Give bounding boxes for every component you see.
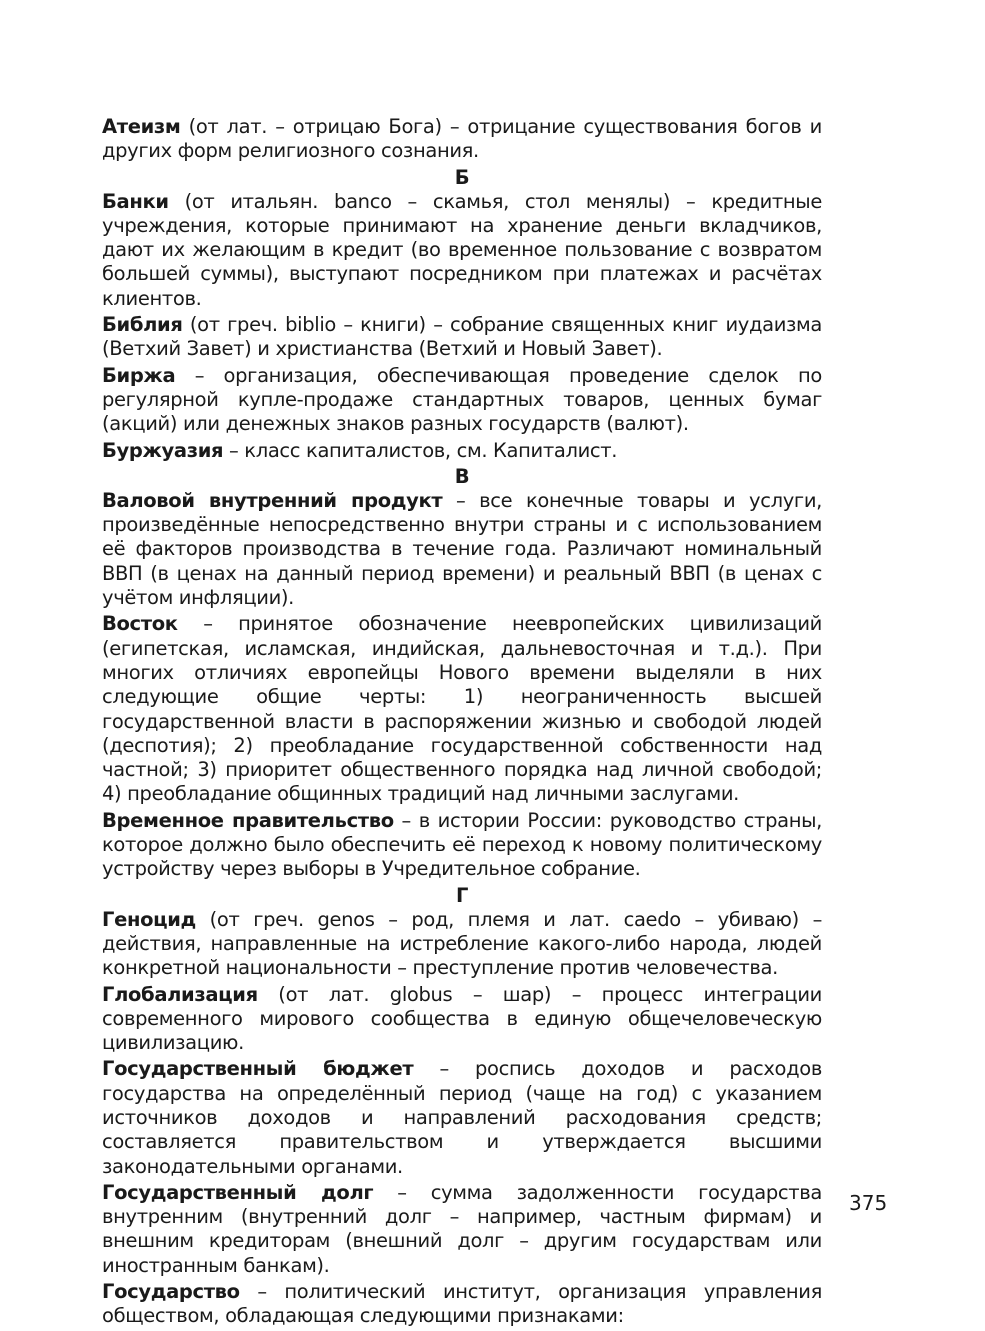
glossary-term: Биржа — [102, 363, 176, 387]
glossary-term: Государственный долг — [102, 1180, 374, 1204]
glossary-entry — [102, 313, 822, 362]
glossary-term: Государственный бюджет — [102, 1057, 414, 1081]
glossary-entry — [102, 489, 822, 610]
glossary-term: Восток — [102, 612, 178, 636]
glossary-definition: (от итальян. banco – скамья, стол менялы) – кредитные учреждения, которые принимают на хранение деньги вкладчиков, дают их желающим в кредит (во временное пользование с возвратом большей суммы), выступают посредником при платежах и расчётах клиентов. — [102, 189, 822, 310]
glossary-definition: (от греч. biblio – книги) – собрание священных книг иудаизма (Ветхий Завет) и христианства (Ветхий и Новый Завет). — [102, 313, 822, 361]
glossary-entry — [102, 809, 822, 882]
glossary-definition: – организация, обеспечивающая проведение сделок по регулярной купле-продаже стандартных товаров, ценных бумаг (акций) или денежных знаков разных государств (валют). — [102, 363, 822, 436]
glossary-entry — [102, 908, 822, 981]
glossary-definition: – роспись доходов и расходов государства на определённый период (чаще на год) с указанием источников доходов и направлений расходования средств; составляется правительством и утверждается высшими законодательными органами. — [102, 1057, 822, 1178]
glossary-term: Библия — [102, 313, 183, 337]
glossary-definition: (от лат. globus – шар) – процесс интеграции современного мирового сообщества в единую общечеловеческую цивилизацию. — [102, 982, 822, 1055]
glossary-entry — [102, 1280, 822, 1329]
glossary-entry — [102, 115, 822, 164]
glossary-definition: – все конечные товары и услуги, произведённые непосредственно внутри страны и с использованием её факторов производства в течение года. Различают номинальный ВВП (в ценах на данный период времени) и реальный ВВП (в ценах с учётом инфляции). — [102, 488, 822, 610]
glossary-entry — [102, 439, 822, 463]
glossary-entry — [102, 1181, 822, 1278]
glossary-definition: – класс капиталистов, см. Капиталист. — [223, 438, 618, 462]
glossary-term: Государство — [102, 1280, 240, 1304]
glossary-entry — [102, 612, 822, 806]
glossary-entry — [102, 190, 822, 311]
glossary-term: Валовой внутренний продукт — [102, 488, 443, 512]
glossary-text — [102, 115, 822, 1331]
glossary-term: Геноцид — [102, 907, 196, 931]
glossary-definition: – в истории России: руководство страны, которое должно было обеспечить её переход к новому политическому устройству через выборы в Учредительное собрание. — [102, 808, 822, 881]
letter-heading: В — [454, 464, 470, 488]
glossary-definition: – политический институт, организация управления обществом, обладающая следующими признаками: — [102, 1280, 822, 1328]
glossary-term: Банки — [102, 189, 169, 213]
glossary-entry — [102, 364, 822, 437]
glossary-term: Буржуазия — [102, 438, 224, 462]
glossary-entry — [102, 1057, 822, 1178]
page-number: 375 — [849, 1191, 888, 1215]
glossary-term: Временное правительство — [102, 808, 394, 832]
letter-heading: Г — [455, 883, 469, 907]
glossary-term: Атеизм — [102, 115, 181, 138]
glossary-definition: – сумма задолженности государства внутренним (внутренний долг – например, частным фирмам) и внешним кредиторам (внешний долг – другим государствам или иностранным банкам). — [102, 1180, 822, 1277]
glossary-definition: – принятое обозначение неевропейских цивилизаций (египетская, исламская, индийская, дальневосточная и т.д.). При многих отличиях европейцы Нового времени выделяли в них следующие общие черты: 1) неограниченность высшей государственной власти в распоряжении жизнью и свободой людей (деспотия); 2) преобладание государственной собственности над частной; 3) приоритет общественного порядка над личной свободой; 4) преобладание общинных традиций над личными заслугами. — [102, 612, 822, 806]
letter-heading: Б — [454, 165, 470, 189]
glossary-entry — [102, 983, 822, 1056]
glossary-definition: (от лат. – отрицаю Бога) – отрицание существования богов и других форм религиозного сознания. — [102, 115, 822, 163]
glossary-term: Глобализация — [102, 982, 258, 1006]
glossary-definition: (от греч. genos – род, племя и лат. caedo – убиваю) – действия, направленные на истребление какого-либо народа, людей конкретной национальности – преступление против человечества. — [102, 907, 822, 980]
